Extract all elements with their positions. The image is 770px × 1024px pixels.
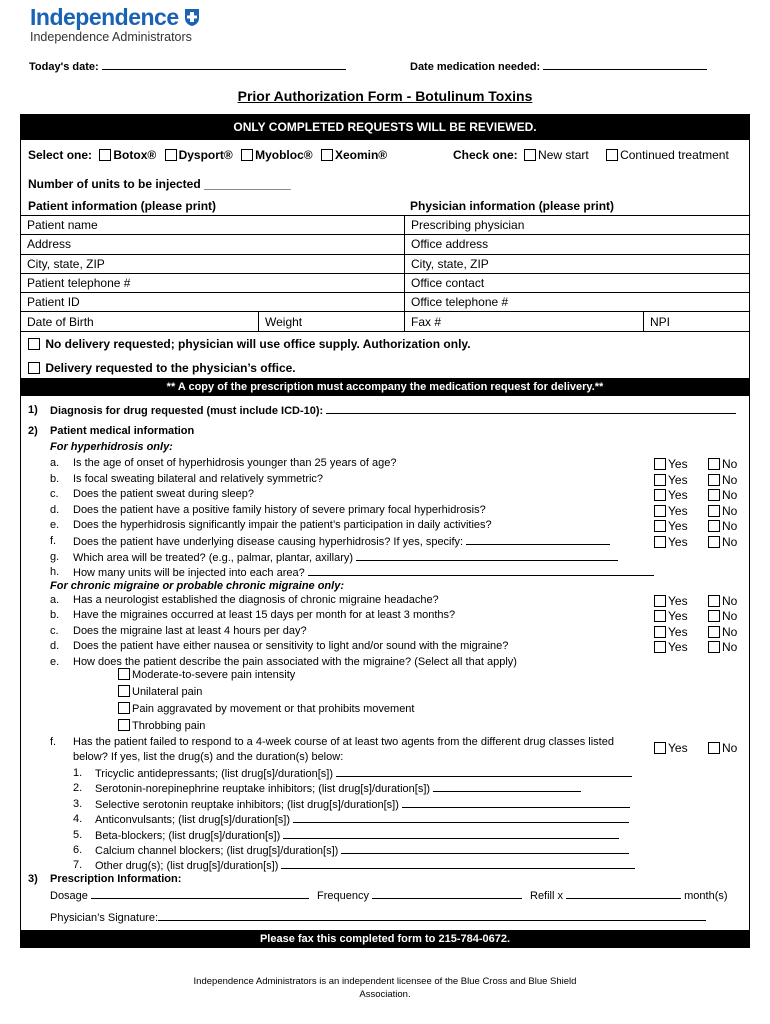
hyper-letter-6: g. <box>50 550 60 563</box>
option-continued-treatment[interactable]: Continued treatment <box>606 148 729 162</box>
prescribing-physician-field[interactable]: Prescribing physician <box>405 216 750 235</box>
migraine-question-0: Has a neurologist established the diagnosis of chronic migraine headache? <box>73 594 439 606</box>
date-needed-field[interactable] <box>410 60 707 73</box>
refill-field[interactable]: Refill x month(s) <box>530 890 728 902</box>
hyperhidrosis-heading: For hyperhidrosis only: <box>50 441 173 453</box>
patient-address-field[interactable]: Address <box>21 235 405 254</box>
logo-name: Independence <box>30 4 179 30</box>
migraine-q1-no[interactable]: No <box>708 609 737 623</box>
date-of-birth-field[interactable]: Date of Birth <box>21 312 259 331</box>
hyper-question-5: Does the patient have underlying disease causing hyperhidrosis? If yes, specify: <box>73 535 610 548</box>
hyper-letter-3: d. <box>50 503 60 516</box>
hyper-question-0: Is the age of onset of hyperhidrosis younger than 25 years of age? <box>73 457 397 469</box>
select-one-label: Select one: <box>28 148 93 162</box>
todays-date-label: Today's date: <box>29 61 99 73</box>
hyper-q0-no[interactable]: No <box>708 457 737 471</box>
migraine-f-line2: below? If yes, list the drug(s) and the duration(s) below: <box>73 751 344 763</box>
drug-number-0: 1. <box>73 767 83 779</box>
diagnosis-field[interactable] <box>50 404 736 417</box>
checkbox-icon[interactable] <box>654 595 666 607</box>
specify-line[interactable] <box>466 535 610 545</box>
checkbox-icon[interactable] <box>654 474 666 486</box>
pain-option-3[interactable]: Throbbing pain <box>118 719 205 732</box>
migraine-q3-no[interactable]: No <box>708 640 737 654</box>
office-contact-field[interactable]: Office contact <box>405 273 750 292</box>
checkbox-icon[interactable] <box>708 458 720 470</box>
checkbox-icon[interactable] <box>28 338 40 350</box>
checkbox-icon[interactable] <box>708 536 720 548</box>
units-area-line[interactable] <box>308 566 654 576</box>
fax-field[interactable]: Fax # <box>405 312 644 331</box>
area-line[interactable] <box>356 551 618 561</box>
drug-number-2: 3. <box>73 797 83 810</box>
checkbox-icon[interactable] <box>654 626 666 638</box>
migraine-f-no[interactable]: No <box>708 741 737 755</box>
office-address-field[interactable]: Office address <box>405 235 750 254</box>
footer-line-1: Independence Administrators is an independent licensee of the Blue Cross and Blue Shield <box>193 976 577 987</box>
checkbox-icon[interactable] <box>118 685 130 697</box>
drug-field-5[interactable]: Calcium channel blockers; (list drug[s]/duration[s]) <box>95 844 629 857</box>
select-one-group <box>28 148 387 162</box>
checkbox-icon[interactable] <box>708 626 720 638</box>
patient-city-field[interactable]: City, state, ZIP <box>21 254 405 273</box>
no-delivery-option[interactable]: No delivery requested; physician will use office supply. Authorization only. <box>28 337 471 351</box>
weight-field[interactable]: Weight <box>259 312 405 331</box>
frequency-field[interactable]: Frequency <box>317 889 522 902</box>
drug-field-3[interactable]: Anticonvulsants; (list drug[s]/duration[s]) <box>95 813 629 826</box>
hyper-q4-yes[interactable]: Yes <box>654 519 688 533</box>
checkbox-icon[interactable] <box>708 520 720 532</box>
drug-number-4: 5. <box>73 828 83 841</box>
q3-number: 3) <box>28 873 38 885</box>
q3-heading: Prescription Information: <box>50 873 182 885</box>
checkbox-icon[interactable] <box>118 719 130 731</box>
option-botox[interactable]: Botox® <box>99 148 156 162</box>
option-myobloc[interactable]: Myobloc® <box>241 148 313 162</box>
checkbox-icon[interactable] <box>708 474 720 486</box>
logo <box>30 4 202 31</box>
drug-field-2[interactable]: Selective serotonin reuptake inhibitors; (list drug[s]/duration[s]) <box>95 798 630 811</box>
checkbox-icon[interactable] <box>708 489 720 501</box>
drug-field-0[interactable]: Tricyclic antidepressants; (list drug[s]/duration[s]) <box>95 767 632 780</box>
drug-number-3: 4. <box>73 813 83 826</box>
hyper-question-3: Does the patient have a positive family history of severe primary focal hyperhidrosis? <box>73 503 486 516</box>
logo-subtitle: Independence Administrators <box>30 30 192 44</box>
hyper-q3-yes[interactable]: Yes <box>654 504 688 518</box>
migraine-question-3: Does the patient have either nausea or sensitivity to light and/or sound with the migraine? <box>73 640 509 653</box>
npi-field[interactable]: NPI <box>644 312 750 331</box>
migraine-letter-1: b. <box>50 609 60 622</box>
physician-info-heading: Physician information (please print) <box>410 199 615 213</box>
office-city-field[interactable]: City, state, ZIP <box>405 254 750 273</box>
banner-completed-requests: ONLY COMPLETED REQUESTS WILL BE REVIEWED. <box>20 114 750 140</box>
checkbox-icon[interactable] <box>241 149 253 161</box>
migraine-question-4: How does the patient describe the pain associated with the migraine? (Select all that apply) <box>73 655 517 668</box>
checkbox-icon[interactable] <box>606 149 618 161</box>
migraine-q0-yes[interactable]: Yes <box>654 594 688 608</box>
migraine-q2-yes[interactable]: Yes <box>654 625 688 639</box>
drug-field-4[interactable]: Beta-blockers; (list drug[s]/duration[s]) <box>95 829 619 842</box>
banner-prescription-copy: ** A copy of the prescription must accompany the medication request for delivery.** <box>20 378 750 396</box>
units-field[interactable]: Number of units to be injected _____________ <box>28 177 291 191</box>
hyper-q5-yes[interactable]: Yes <box>654 535 688 549</box>
hyper-question-6: Which area will be treated? (e.g., palmar, plantar, axillary) <box>73 551 618 564</box>
hyper-question-7: How many units will be injected into each area? <box>73 566 654 579</box>
checkbox-icon[interactable] <box>708 742 720 754</box>
hyper-q0-yes[interactable]: Yes <box>654 457 688 471</box>
checkbox-icon[interactable] <box>654 458 666 470</box>
checkbox-icon[interactable] <box>28 362 40 374</box>
hyper-letter-5: f. <box>50 535 57 547</box>
patient-info-heading: Patient information (please print) <box>28 199 217 213</box>
hyper-letter-0: a. <box>50 457 60 469</box>
check-one-label: Check one: <box>453 148 518 162</box>
checkbox-icon[interactable] <box>708 505 720 517</box>
drug-field-1[interactable]: Serotonin-norepinephrine reuptake inhibitors; (list drug[s]/duration[s]) <box>95 782 581 795</box>
hyper-question-4: Does the hyperhidrosis significantly impair the patient’s participation in daily activities? <box>73 519 492 532</box>
migraine-q0-no[interactable]: No <box>708 594 737 608</box>
signature-field[interactable]: Physician’s Signature: <box>50 911 706 924</box>
checkbox-icon[interactable] <box>654 489 666 501</box>
q2-number: 2) <box>28 425 38 437</box>
q1-number: 1) <box>28 404 38 416</box>
migraine-letter-4: e. <box>50 655 60 668</box>
dosage-field[interactable]: Dosage <box>50 889 309 902</box>
q2-heading: Patient medical information <box>50 425 195 437</box>
info-table <box>20 215 750 332</box>
banner-fax-number: Please fax this completed form to 215-784-0672. <box>20 930 750 948</box>
checkbox-icon[interactable] <box>654 641 666 653</box>
hyper-q3-no[interactable]: No <box>708 504 737 518</box>
checkbox-icon[interactable] <box>654 505 666 517</box>
hyper-q1-no[interactable]: No <box>708 473 737 487</box>
blue-cross-shield-icon <box>182 7 202 27</box>
checkbox-icon[interactable] <box>708 610 720 622</box>
todays-date-field[interactable] <box>29 60 346 73</box>
checkbox-icon[interactable] <box>654 610 666 622</box>
hyper-q2-no[interactable]: No <box>708 488 737 502</box>
drug-number-5: 6. <box>73 844 83 856</box>
patient-id-field[interactable]: Patient ID <box>21 293 405 312</box>
hyper-q2-yes[interactable]: Yes <box>654 488 688 502</box>
migraine-q2-no[interactable]: No <box>708 625 737 639</box>
delivery-option[interactable]: Delivery requested to the physician’s office. <box>28 361 296 375</box>
checkbox-icon[interactable] <box>708 595 720 607</box>
migraine-letter-0: a. <box>50 594 60 606</box>
pain-option-0[interactable]: Moderate-to-severe pain intensity <box>118 668 295 681</box>
hyper-q4-no[interactable]: No <box>708 519 737 533</box>
patient-telephone-field[interactable]: Patient telephone # <box>21 273 405 292</box>
migraine-letter-3: d. <box>50 640 60 653</box>
hyper-q5-no[interactable]: No <box>708 535 737 549</box>
migraine-f-line1: Has the patient failed to respond to a 4-week course of at least two agents from the different drug classes listed <box>73 736 614 748</box>
checkbox-icon[interactable] <box>708 641 720 653</box>
diagnosis-label: Diagnosis for drug requested (must include ICD-10): <box>50 405 324 417</box>
migraine-q1-yes[interactable]: Yes <box>654 609 688 623</box>
hyper-question-2: Does the patient sweat during sleep? <box>73 488 255 501</box>
hyper-q1-yes[interactable]: Yes <box>654 473 688 487</box>
checkbox-icon[interactable] <box>99 149 111 161</box>
hyper-letter-4: e. <box>50 519 60 532</box>
checkbox-icon[interactable] <box>118 668 130 680</box>
migraine-question-2: Does the migraine last at least 4 hours per day? <box>73 624 307 637</box>
drug-number-1: 2. <box>73 782 83 795</box>
checkbox-icon[interactable] <box>654 742 666 754</box>
check-one-group <box>453 148 729 162</box>
migraine-heading: For chronic migraine or probable chronic migraine only: <box>50 580 344 592</box>
pain-option-1[interactable]: Unilateral pain <box>118 685 202 698</box>
migraine-q3-yes[interactable]: Yes <box>654 640 688 654</box>
date-needed-label: Date medication needed: <box>410 61 541 73</box>
checkbox-icon[interactable] <box>654 536 666 548</box>
footer-line-2: Association. <box>359 989 411 1000</box>
patient-name-field[interactable]: Patient name <box>21 216 405 235</box>
migraine-f-yes[interactable]: Yes <box>654 741 688 755</box>
checkbox-icon[interactable] <box>165 149 177 161</box>
migraine-letter-2: c. <box>50 624 59 637</box>
option-new-start[interactable]: New start <box>524 148 589 162</box>
checkbox-icon[interactable] <box>321 149 333 161</box>
hyper-letter-7: h. <box>50 566 60 579</box>
pain-option-2[interactable]: Pain aggravated by movement or that prohibits movement <box>118 702 414 715</box>
office-telephone-field[interactable]: Office telephone # <box>405 293 750 312</box>
checkbox-icon[interactable] <box>654 520 666 532</box>
hyper-letter-2: c. <box>50 488 59 501</box>
drug-field-6[interactable]: Other drug(s); (list drug[s]/duration[s]) <box>95 859 635 872</box>
hyper-question-1: Is focal sweating bilateral and relatively symmetric? <box>73 472 324 485</box>
migraine-question-1: Have the migraines occurred at least 15 days per month for at least 3 months? <box>73 609 456 622</box>
page-title: Prior Authorization Form - Botulinum Toxins <box>237 88 533 104</box>
checkbox-icon[interactable] <box>524 149 536 161</box>
hyper-letter-1: b. <box>50 472 60 485</box>
option-xeomin[interactable]: Xeomin® <box>321 148 387 162</box>
drug-number-6: 7. <box>73 859 83 872</box>
option-dysport[interactable]: Dysport® <box>165 148 233 162</box>
migraine-f-letter: f. <box>50 736 57 748</box>
checkbox-icon[interactable] <box>118 702 130 714</box>
